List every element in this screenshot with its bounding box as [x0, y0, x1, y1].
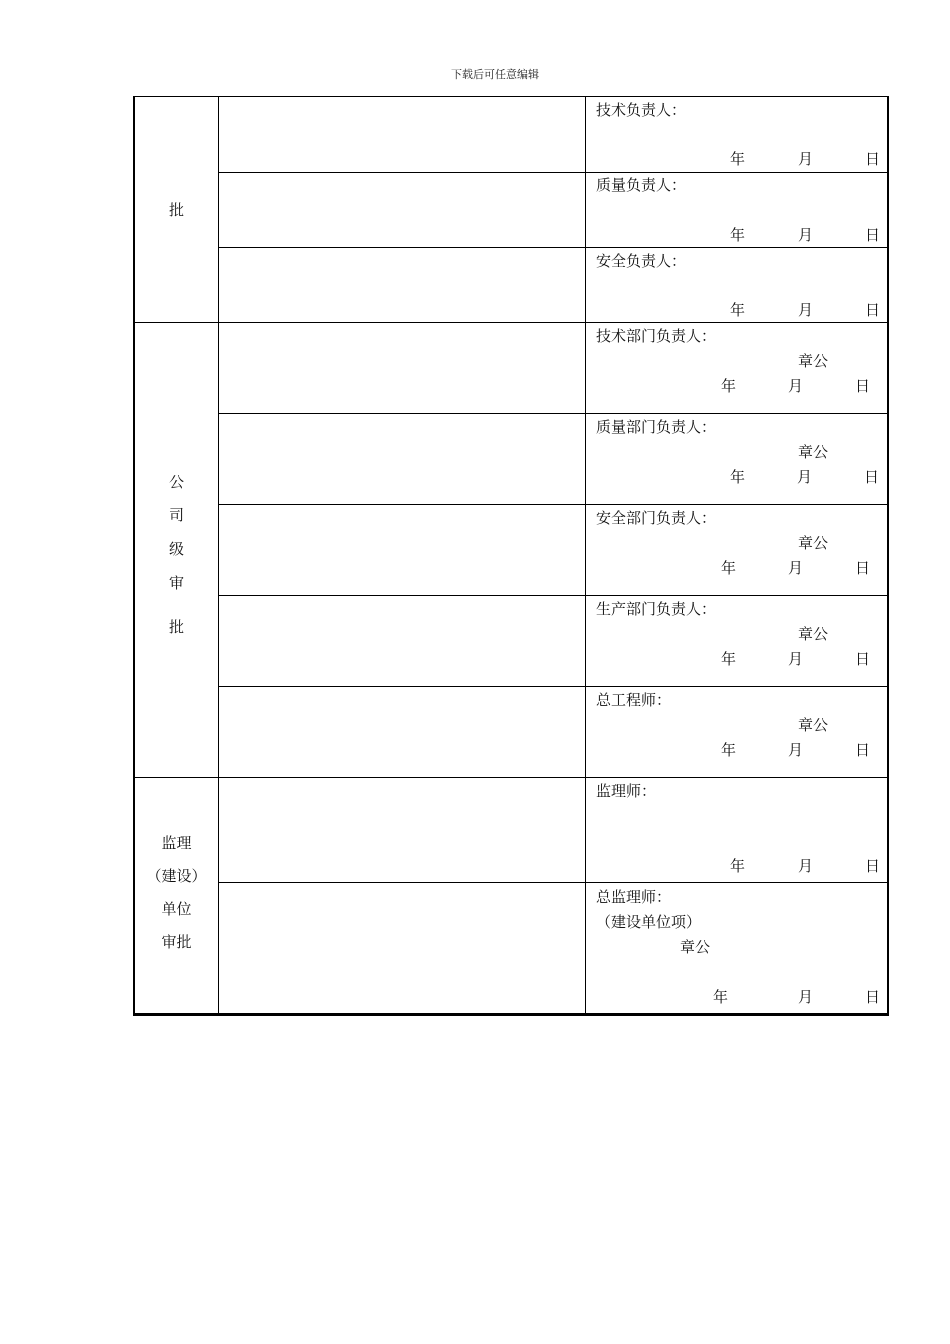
date-month: 月 [797, 468, 813, 486]
section-label-company-1: 公 [168, 473, 184, 491]
row-divider [218, 413, 887, 414]
section-divider [135, 322, 887, 323]
section-label-supervision-3: 单位 [161, 900, 192, 918]
date-month: 月 [798, 857, 814, 875]
date-year: 年 [730, 857, 746, 875]
row-divider [218, 882, 887, 883]
row-divider [218, 595, 887, 596]
date-day: 日 [855, 559, 871, 577]
date-month: 月 [798, 150, 814, 168]
seal-label: 章公 [798, 625, 829, 643]
date-month: 月 [788, 741, 804, 759]
column-divider-label [218, 97, 219, 1014]
date-day: 日 [865, 226, 881, 244]
row-divider [218, 686, 887, 687]
date-month: 月 [788, 377, 804, 395]
section-label-company-5: 批 [168, 618, 184, 636]
date-month: 月 [798, 988, 814, 1006]
date-day: 日 [864, 468, 880, 486]
section-label-supervision-1: 监理 [161, 834, 192, 852]
signature-label: 技术部门负责人： [596, 327, 717, 345]
date-month: 月 [798, 301, 814, 319]
header-note: 下载后可任意编辑 [451, 68, 539, 81]
signature-label: 安全部门负责人： [596, 509, 717, 527]
date-year: 年 [721, 741, 737, 759]
date-year: 年 [721, 559, 737, 577]
date-day: 日 [865, 857, 881, 875]
section-label-company-2: 司 [168, 506, 184, 524]
date-day: 日 [855, 741, 871, 759]
section-label-approval: 批 [168, 201, 184, 219]
seal-label: 章公 [798, 534, 829, 552]
date-year: 年 [730, 301, 746, 319]
seal-label: 章公 [798, 716, 829, 734]
seal-label: 章公 [680, 938, 711, 956]
signature-label: 技术负责人： [596, 101, 687, 119]
signature-label: 生产部门负责人： [596, 600, 717, 618]
signature-label: 总工程师： [596, 691, 672, 709]
row-divider [218, 504, 887, 505]
section-label-company-3: 级 [168, 540, 184, 558]
date-month: 月 [798, 226, 814, 244]
owner-note: （建设单位项） [596, 913, 702, 931]
row-divider [218, 172, 887, 173]
seal-label: 章公 [798, 352, 829, 370]
section-label-company-4: 审 [168, 574, 184, 592]
date-year: 年 [721, 377, 737, 395]
signature-label: 总监理师： [596, 888, 672, 906]
date-day: 日 [855, 377, 871, 395]
signature-label: 安全负责人： [596, 252, 687, 270]
date-year: 年 [730, 150, 746, 168]
date-day: 日 [865, 150, 881, 168]
date-day: 日 [855, 650, 871, 668]
section-divider [135, 777, 887, 778]
row-divider [218, 247, 887, 248]
date-month: 月 [788, 650, 804, 668]
date-year: 年 [730, 226, 746, 244]
section-label-supervision-4: 审批 [161, 933, 192, 951]
seal-label: 章公 [798, 443, 829, 461]
column-divider-signature [585, 97, 586, 1014]
date-day: 日 [865, 301, 881, 319]
date-day: 日 [865, 988, 881, 1006]
approval-form [133, 96, 889, 1016]
section-label-supervision-2: （建设） [146, 867, 207, 885]
signature-label: 质量部门负责人： [596, 418, 717, 436]
date-month: 月 [788, 559, 804, 577]
date-year: 年 [730, 468, 746, 486]
date-year: 年 [713, 988, 729, 1006]
signature-label: 监理师： [596, 782, 657, 800]
signature-label: 质量负责人： [596, 176, 687, 194]
date-year: 年 [721, 650, 737, 668]
